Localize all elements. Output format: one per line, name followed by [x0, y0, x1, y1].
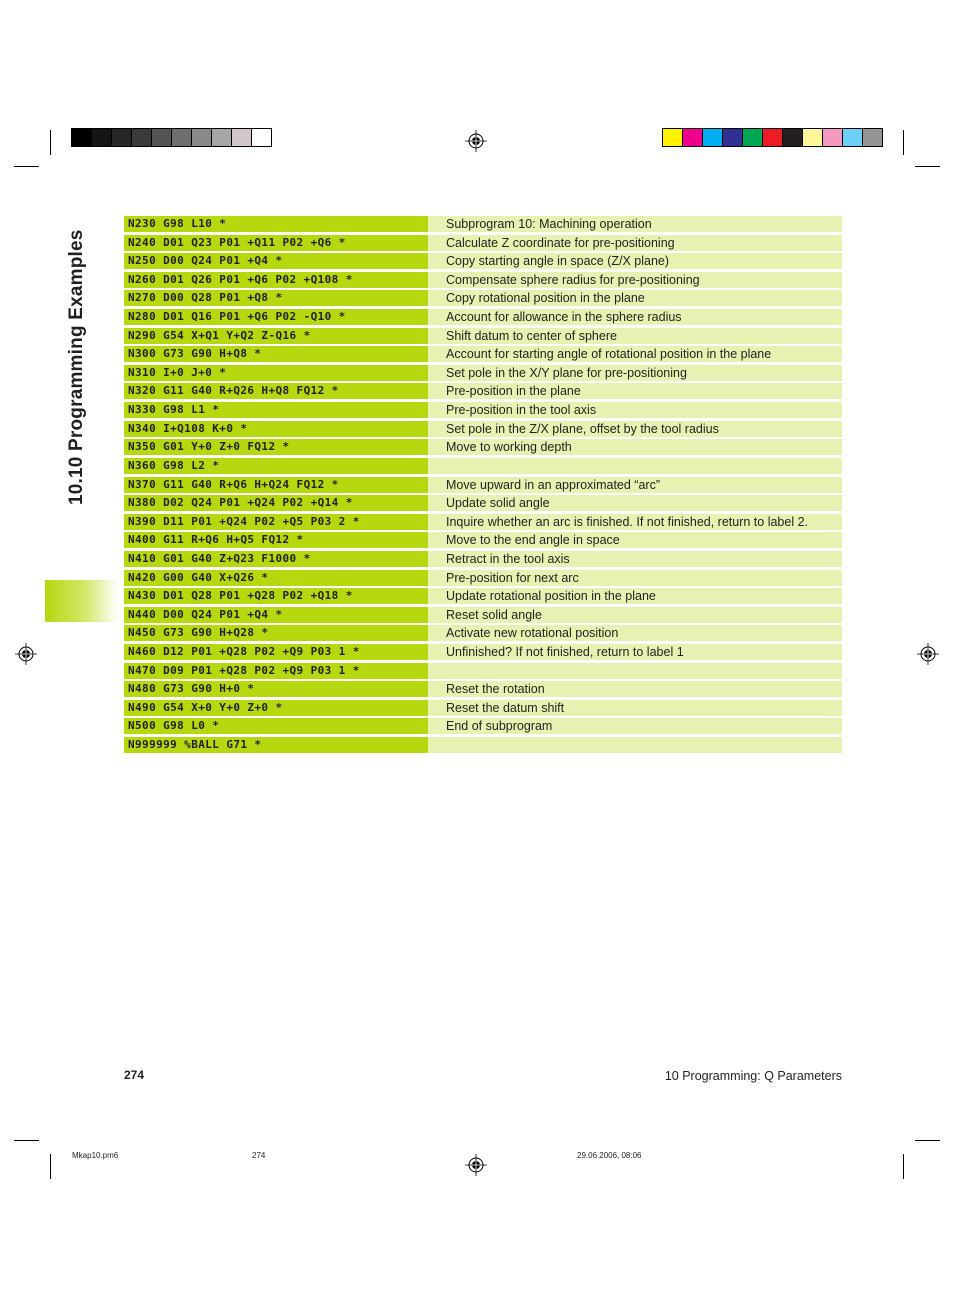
table-row [124, 272, 842, 288]
description-cell: Reset solid angle [428, 607, 842, 623]
color-swatch [231, 128, 252, 147]
color-swatch [191, 128, 212, 147]
crop-mark [903, 130, 904, 155]
table-row [124, 328, 842, 344]
color-swatch [71, 128, 92, 147]
description-cell: End of subprogram [428, 718, 842, 734]
chapter-footer: 10 Programming: Q Parameters [664, 1069, 842, 1083]
registration-mark-icon [15, 643, 37, 665]
color-swatch [762, 128, 783, 147]
description-cell: Move to working depth [428, 439, 842, 455]
table-row [124, 216, 842, 232]
nc-code-cell: N260 D01 Q26 P01 +Q6 P02 +Q108 * [124, 272, 428, 288]
nc-code-cell: N230 G98 L10 * [124, 216, 428, 232]
table-row [124, 718, 842, 734]
table-row [124, 383, 842, 399]
nc-code-cell: N240 D01 Q23 P01 +Q11 P02 +Q6 * [124, 235, 428, 251]
color-swatch [111, 128, 132, 147]
color-swatch [682, 128, 703, 147]
table-row [124, 365, 842, 381]
color-swatch [702, 128, 723, 147]
nc-code-cell: N320 G11 G40 R+Q26 H+Q8 FQ12 * [124, 383, 428, 399]
table-row [124, 551, 842, 567]
description-cell: Account for allowance in the sphere radius [428, 309, 842, 325]
crop-mark [50, 1154, 51, 1179]
table-row [124, 495, 842, 511]
table-row [124, 700, 842, 716]
description-cell: Pre-position for next arc [428, 570, 842, 586]
section-title: 10.10 Programming Examples [66, 229, 87, 505]
crop-mark [14, 166, 39, 167]
description-cell: Reset the rotation [428, 681, 842, 697]
table-row [124, 235, 842, 251]
description-cell: Set pole in the X/Y plane for pre-positioning [428, 365, 842, 381]
description-cell [428, 737, 842, 753]
color-swatch [722, 128, 743, 147]
crop-mark [915, 166, 940, 167]
table-row [124, 625, 842, 641]
description-cell: Copy starting angle in space (Z/X plane) [428, 253, 842, 269]
description-cell: Inquire whether an arc is finished. If not finished, return to label 2. [428, 514, 842, 530]
crop-mark [903, 1154, 904, 1179]
color-swatch [131, 128, 152, 147]
color-swatch [742, 128, 763, 147]
color-swatch [822, 128, 843, 147]
table-row [124, 644, 842, 660]
description-cell [428, 663, 842, 679]
nc-code-cell: N340 I+Q108 K+0 * [124, 421, 428, 437]
nc-code-cell: N290 G54 X+Q1 Y+Q2 Z-Q16 * [124, 328, 428, 344]
description-cell: Compensate sphere radius for pre-positioning [428, 272, 842, 288]
table-row [124, 477, 842, 493]
table-row [124, 421, 842, 437]
nc-code-cell: N430 D01 Q28 P01 +Q28 P02 +Q18 * [124, 588, 428, 604]
color-swatch [171, 128, 192, 147]
nc-code-cell: N390 D11 P01 +Q24 P02 +Q5 P03 2 * [124, 514, 428, 530]
table-row [124, 346, 842, 362]
description-cell: Unfinished? If not finished, return to label 1 [428, 644, 842, 660]
crop-mark [50, 130, 51, 155]
nc-code-cell: N450 G73 G90 H+Q28 * [124, 625, 428, 641]
description-cell: Update solid angle [428, 495, 842, 511]
description-cell: Retract in the tool axis [428, 551, 842, 567]
color-swatch [251, 128, 272, 147]
chapter-tab-marker [45, 580, 118, 622]
nc-code-cell: N370 G11 G40 R+Q6 H+Q24 FQ12 * [124, 477, 428, 493]
description-cell: Account for starting angle of rotational position in the plane [428, 346, 842, 362]
crop-mark [14, 1140, 39, 1141]
description-cell: Shift datum to center of sphere [428, 328, 842, 344]
color-swatch [662, 128, 683, 147]
registration-mark-icon [465, 1154, 487, 1176]
description-cell [428, 458, 842, 474]
color-swatch [802, 128, 823, 147]
description-cell: Pre-position in the tool axis [428, 402, 842, 418]
nc-code-cell: N410 G01 G40 Z+Q23 F1000 * [124, 551, 428, 567]
nc-code-cell: N270 D00 Q28 P01 +Q8 * [124, 290, 428, 306]
table-row [124, 737, 842, 753]
table-row [124, 402, 842, 418]
table-row [124, 514, 842, 530]
description-cell: Pre-position in the plane [428, 383, 842, 399]
table-row [124, 681, 842, 697]
table-row [124, 290, 842, 306]
table-row [124, 309, 842, 325]
program-table [124, 216, 842, 756]
color-swatch [842, 128, 863, 147]
nc-code-cell: N350 G01 Y+0 Z+0 FQ12 * [124, 439, 428, 455]
registration-mark-icon [917, 643, 939, 665]
table-row [124, 570, 842, 586]
table-row [124, 532, 842, 548]
table-row [124, 663, 842, 679]
description-cell: Calculate Z coordinate for pre-positioning [428, 235, 842, 251]
crop-mark [915, 1140, 940, 1141]
slug-datetime: 29.06.2006, 08:06 [577, 1151, 642, 1160]
table-row [124, 588, 842, 604]
description-cell: Set pole in the Z/X plane, offset by the tool radius [428, 421, 842, 437]
description-cell: Copy rotational position in the plane [428, 290, 842, 306]
nc-code-cell: N280 D01 Q16 P01 +Q6 P02 -Q10 * [124, 309, 428, 325]
nc-code-cell: N440 D00 Q24 P01 +Q4 * [124, 607, 428, 623]
nc-code-cell: N999999 %BALL G71 * [124, 737, 428, 753]
color-swatch [211, 128, 232, 147]
color-swatch [862, 128, 883, 147]
description-cell: Activate new rotational position [428, 625, 842, 641]
nc-code-cell: N460 D12 P01 +Q28 P02 +Q9 P03 1 * [124, 644, 428, 660]
description-cell: Move to the end angle in space [428, 532, 842, 548]
nc-code-cell: N360 G98 L2 * [124, 458, 428, 474]
nc-code-cell: N490 G54 X+0 Y+0 Z+0 * [124, 700, 428, 716]
table-row [124, 253, 842, 269]
registration-mark-icon [465, 130, 487, 152]
nc-code-cell: N250 D00 Q24 P01 +Q4 * [124, 253, 428, 269]
description-cell: Subprogram 10: Machining operation [428, 216, 842, 232]
nc-code-cell: N500 G98 L0 * [124, 718, 428, 734]
nc-code-cell: N400 G11 R+Q6 H+Q5 FQ12 * [124, 532, 428, 548]
color-swatch [782, 128, 803, 147]
description-cell: Update rotational position in the plane [428, 588, 842, 604]
description-cell: Reset the datum shift [428, 700, 842, 716]
table-row [124, 439, 842, 455]
color-swatch [151, 128, 172, 147]
slug-filename: Mkap10.pm6 [72, 1151, 119, 1160]
nc-code-cell: N470 D09 P01 +Q28 P02 +Q9 P03 1 * [124, 663, 428, 679]
nc-code-cell: N420 G00 G40 X+Q26 * [124, 570, 428, 586]
nc-code-cell: N330 G98 L1 * [124, 402, 428, 418]
nc-code-cell: N480 G73 G90 H+0 * [124, 681, 428, 697]
color-swatch [91, 128, 112, 147]
nc-code-cell: N380 D02 Q24 P01 +Q24 P02 +Q14 * [124, 495, 428, 511]
description-cell: Move upward in an approximated “arc” [428, 477, 842, 493]
page-number: 274 [124, 1068, 145, 1082]
nc-code-cell: N300 G73 G90 H+Q8 * [124, 346, 428, 362]
table-row [124, 458, 842, 474]
slug-page: 274 [252, 1151, 266, 1160]
nc-code-cell: N310 I+0 J+0 * [124, 365, 428, 381]
table-row [124, 607, 842, 623]
